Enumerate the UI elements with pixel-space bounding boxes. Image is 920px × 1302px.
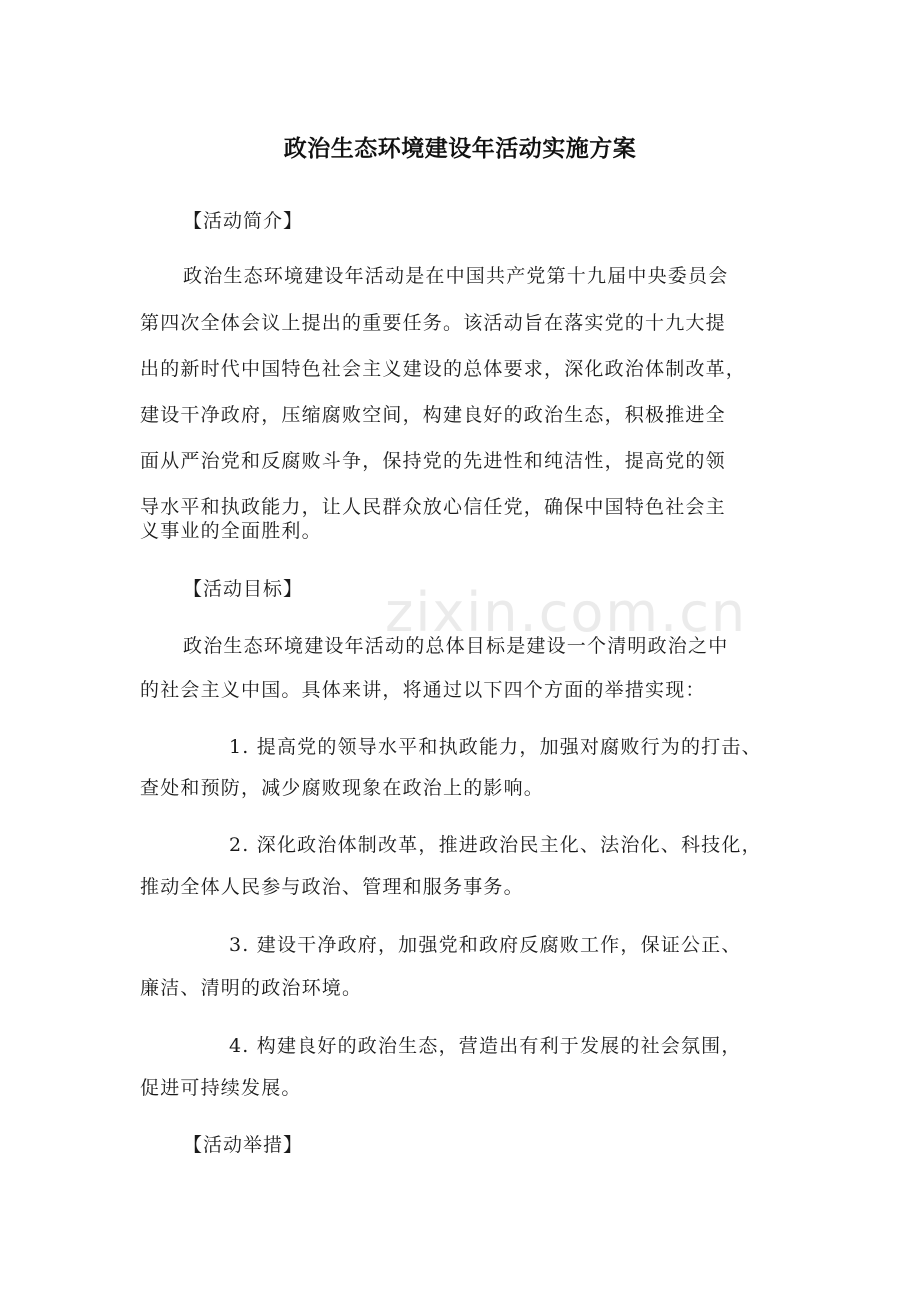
- goal-item-2-line-2: 推动全体人民参与政治、管理和服务事务。: [140, 876, 524, 898]
- goal-item-1-line-1: 1. 提高党的领导水平和执政能力，加强对腐败行为的打击、: [229, 736, 762, 758]
- goals-line: 的社会主义中国。具体来讲，将通过以下四个方面的举措实现：: [140, 679, 706, 701]
- goals-line: 政治生态环境建设年活动的总体目标是建设一个清明政治之中: [183, 635, 729, 657]
- goal-item-1-line-2: 查处和预防，减少腐败现象在政治上的影响。: [140, 777, 545, 799]
- goal-item-4-line-2: 促进可持续发展。: [140, 1077, 302, 1099]
- intro-line: 出的新时代中国特色社会主义建设的总体要求，深化政治体制改革，: [140, 358, 747, 380]
- goal-item-2-line-1: 2. 深化政治体制改革，推进政治民主化、法治化、科技化，: [229, 834, 762, 856]
- intro-line: 义事业的全面胜利。: [140, 520, 322, 542]
- intro-line: 导水平和执政能力，让人民群众放心信任党，确保中国特色社会主: [140, 496, 726, 518]
- section-heading-measures: 【活动举措】: [183, 1134, 304, 1156]
- intro-line: 面从严治党和反腐败斗争，保持党的先进性和纯洁性，提高党的领: [140, 450, 726, 472]
- document-title: 政治生态环境建设年活动实施方案: [283, 136, 637, 162]
- intro-line: 政治生态环境建设年活动是在中国共产党第十九届中央委员会: [183, 265, 729, 287]
- intro-line: 第四次全体会议上提出的重要任务。该活动旨在落实党的十九大提: [140, 312, 726, 334]
- watermark: zixin.com.cn: [385, 581, 748, 644]
- section-heading-intro: 【活动简介】: [183, 210, 304, 232]
- goal-item-4-line-1: 4. 构建良好的政治生态，营造出有利于发展的社会氛围，: [229, 1035, 742, 1057]
- goal-item-3-line-2: 廉洁、清明的政治环境。: [140, 977, 363, 999]
- section-heading-goals: 【活动目标】: [183, 578, 304, 600]
- intro-line: 建设干净政府，压缩腐败空间，构建良好的政治生态，积极推进全: [140, 404, 726, 426]
- goal-item-3-line-1: 3. 建设干净政府，加强党和政府反腐败工作，保证公正、: [229, 934, 742, 956]
